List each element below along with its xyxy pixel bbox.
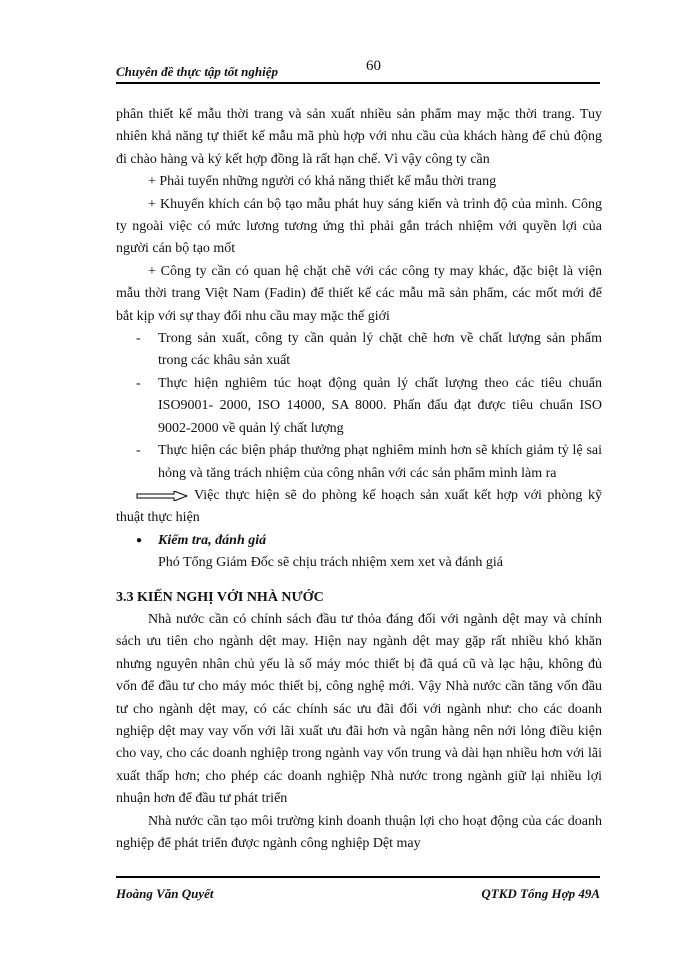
- dash-item-text: Thực hiện các biện pháp thưởng phạt nghiêm minh hơn sẽ khích giảm tỷ lệ sai hỏng và tăng trách nhiệm của công nhân với các sản phẩm mình làm ra: [158, 443, 602, 481]
- bullet-dot-icon: ●: [136, 534, 143, 546]
- page-number: 60: [366, 58, 381, 74]
- paragraph: phân thiết kế mẫu thời trang và sản xuất nhiều sản phẩm may mặc thời trang. Tuy nhiên khả năng tự thiết kế mẫu mã phù hợp với nhu cầu của khách hàng để chủ động đi chào hàng và ký kết hợp đồng là rất hạn chế. Vì vậy công ty cần: [116, 107, 602, 167]
- paragraph: + Công ty cần có quan hệ chặt chẽ với các công ty may khác, đặc biệt là viện mẫu thời trang Việt Nam (Fadin) để thiết kế các mẫu mã sản phẩm, các mốt mới để bắt kịp với sự thay đổi nhu cầu may mặc thế giới: [116, 263, 602, 324]
- section-heading: 3.3 KIẾN NGHỊ VỚI NHÀ NƯỚC: [116, 589, 324, 605]
- arrow-paragraph-text: Việc thực hiện sẽ do phòng kế hoạch sản xuất kết hợp với phòng kỹ thuật thực hiện: [116, 487, 602, 526]
- paragraph: + Phải tuyển những người có khả năng thiết kế mẫu thời trang: [148, 174, 497, 190]
- footer-author: Hoàng Văn Quyết: [116, 886, 214, 901]
- paragraph: Nhà nước cần tạo môi trường kinh doanh thuận lợi cho hoạt động của các doanh nghiệp để phát triển được ngành công nghiệp Dệt may: [116, 813, 602, 851]
- dash-marker: -: [136, 443, 141, 459]
- bullet-heading: Kiểm tra, đánh giá: [158, 532, 267, 548]
- dash-marker: -: [136, 331, 141, 347]
- dash-marker: -: [136, 375, 141, 391]
- dash-list-item: [136, 328, 602, 373]
- paragraph: Nhà nước cần có chính sách đầu tư thỏa đáng đối với ngành dệt may và chính sách ưu tiên cho ngành dệt may. Hiện nay ngành dệt may gặp rất nhiều khó khăn nhưng nguyên nhân chủ yếu là số máy móc thiết bị đã quá cũ và lạc hậu, không đủ vốn để đầu tư cho máy móc thiết bị, công nghệ mới. Vậy Nhà nước cần tăng vốn đầu tư cho ngành dệt may, có các chính sác ưu đãi đối với ngành như: cho các doanh nghiệp dệt may vay vốn với lãi xuất ưu đãi hơn và ngân hàng nên nới lỏng điều kiện cho vay, cho các doanh nghiệp trong ngành vay vốn trung và dài hạn nhiều hơn với lãi xuất thấp hơn; cho phép các doanh nghiệp Nhà nước trong ngành giữ lại nhiều lợi nhuận hơn để đầu tư phát triển: [116, 611, 602, 807]
- header-title: Chuyên đề thực tập tốt nghiệp: [116, 64, 278, 79]
- dash-item-text: Thực hiện nghiêm túc hoạt động quản lý chất lượng theo các tiêu chuẩn ISO9001- 2000, ISO 14000, SA 8000. Phấn đấu đạt được tiêu chuẩn ISO 9002-2000 về quản lý chất lượng: [158, 375, 602, 436]
- dash-item-text: Trong sản xuất, công ty cần quản lý chặt chẽ hơn về chất lượng sản phẩm trong các khâu sản xuất: [158, 331, 602, 369]
- dash-list-item: [136, 373, 602, 440]
- bullet-heading-row: [136, 530, 602, 552]
- dash-list-item: [136, 440, 602, 485]
- bullet-body: Phó Tổng Giám Đốc sẽ chịu trách nhiệm xem xet và đánh giá: [158, 555, 503, 571]
- paragraph: + Khuyến khích cán bộ tạo mẫu phát huy sáng kiến và trình độ của mình. Công ty ngoài việc có mức lương tương ứng thì phải gắn trách nhiệm với quyền lợi của người cán bộ tạo mốt: [116, 196, 602, 257]
- page-header: [116, 58, 600, 84]
- right-arrow-icon: [136, 491, 188, 501]
- arrow-paragraph: [116, 485, 602, 530]
- body-text: [116, 104, 602, 855]
- page-footer: [116, 876, 600, 908]
- footer-class: QTKD Tổng Hợp 49A: [481, 886, 600, 901]
